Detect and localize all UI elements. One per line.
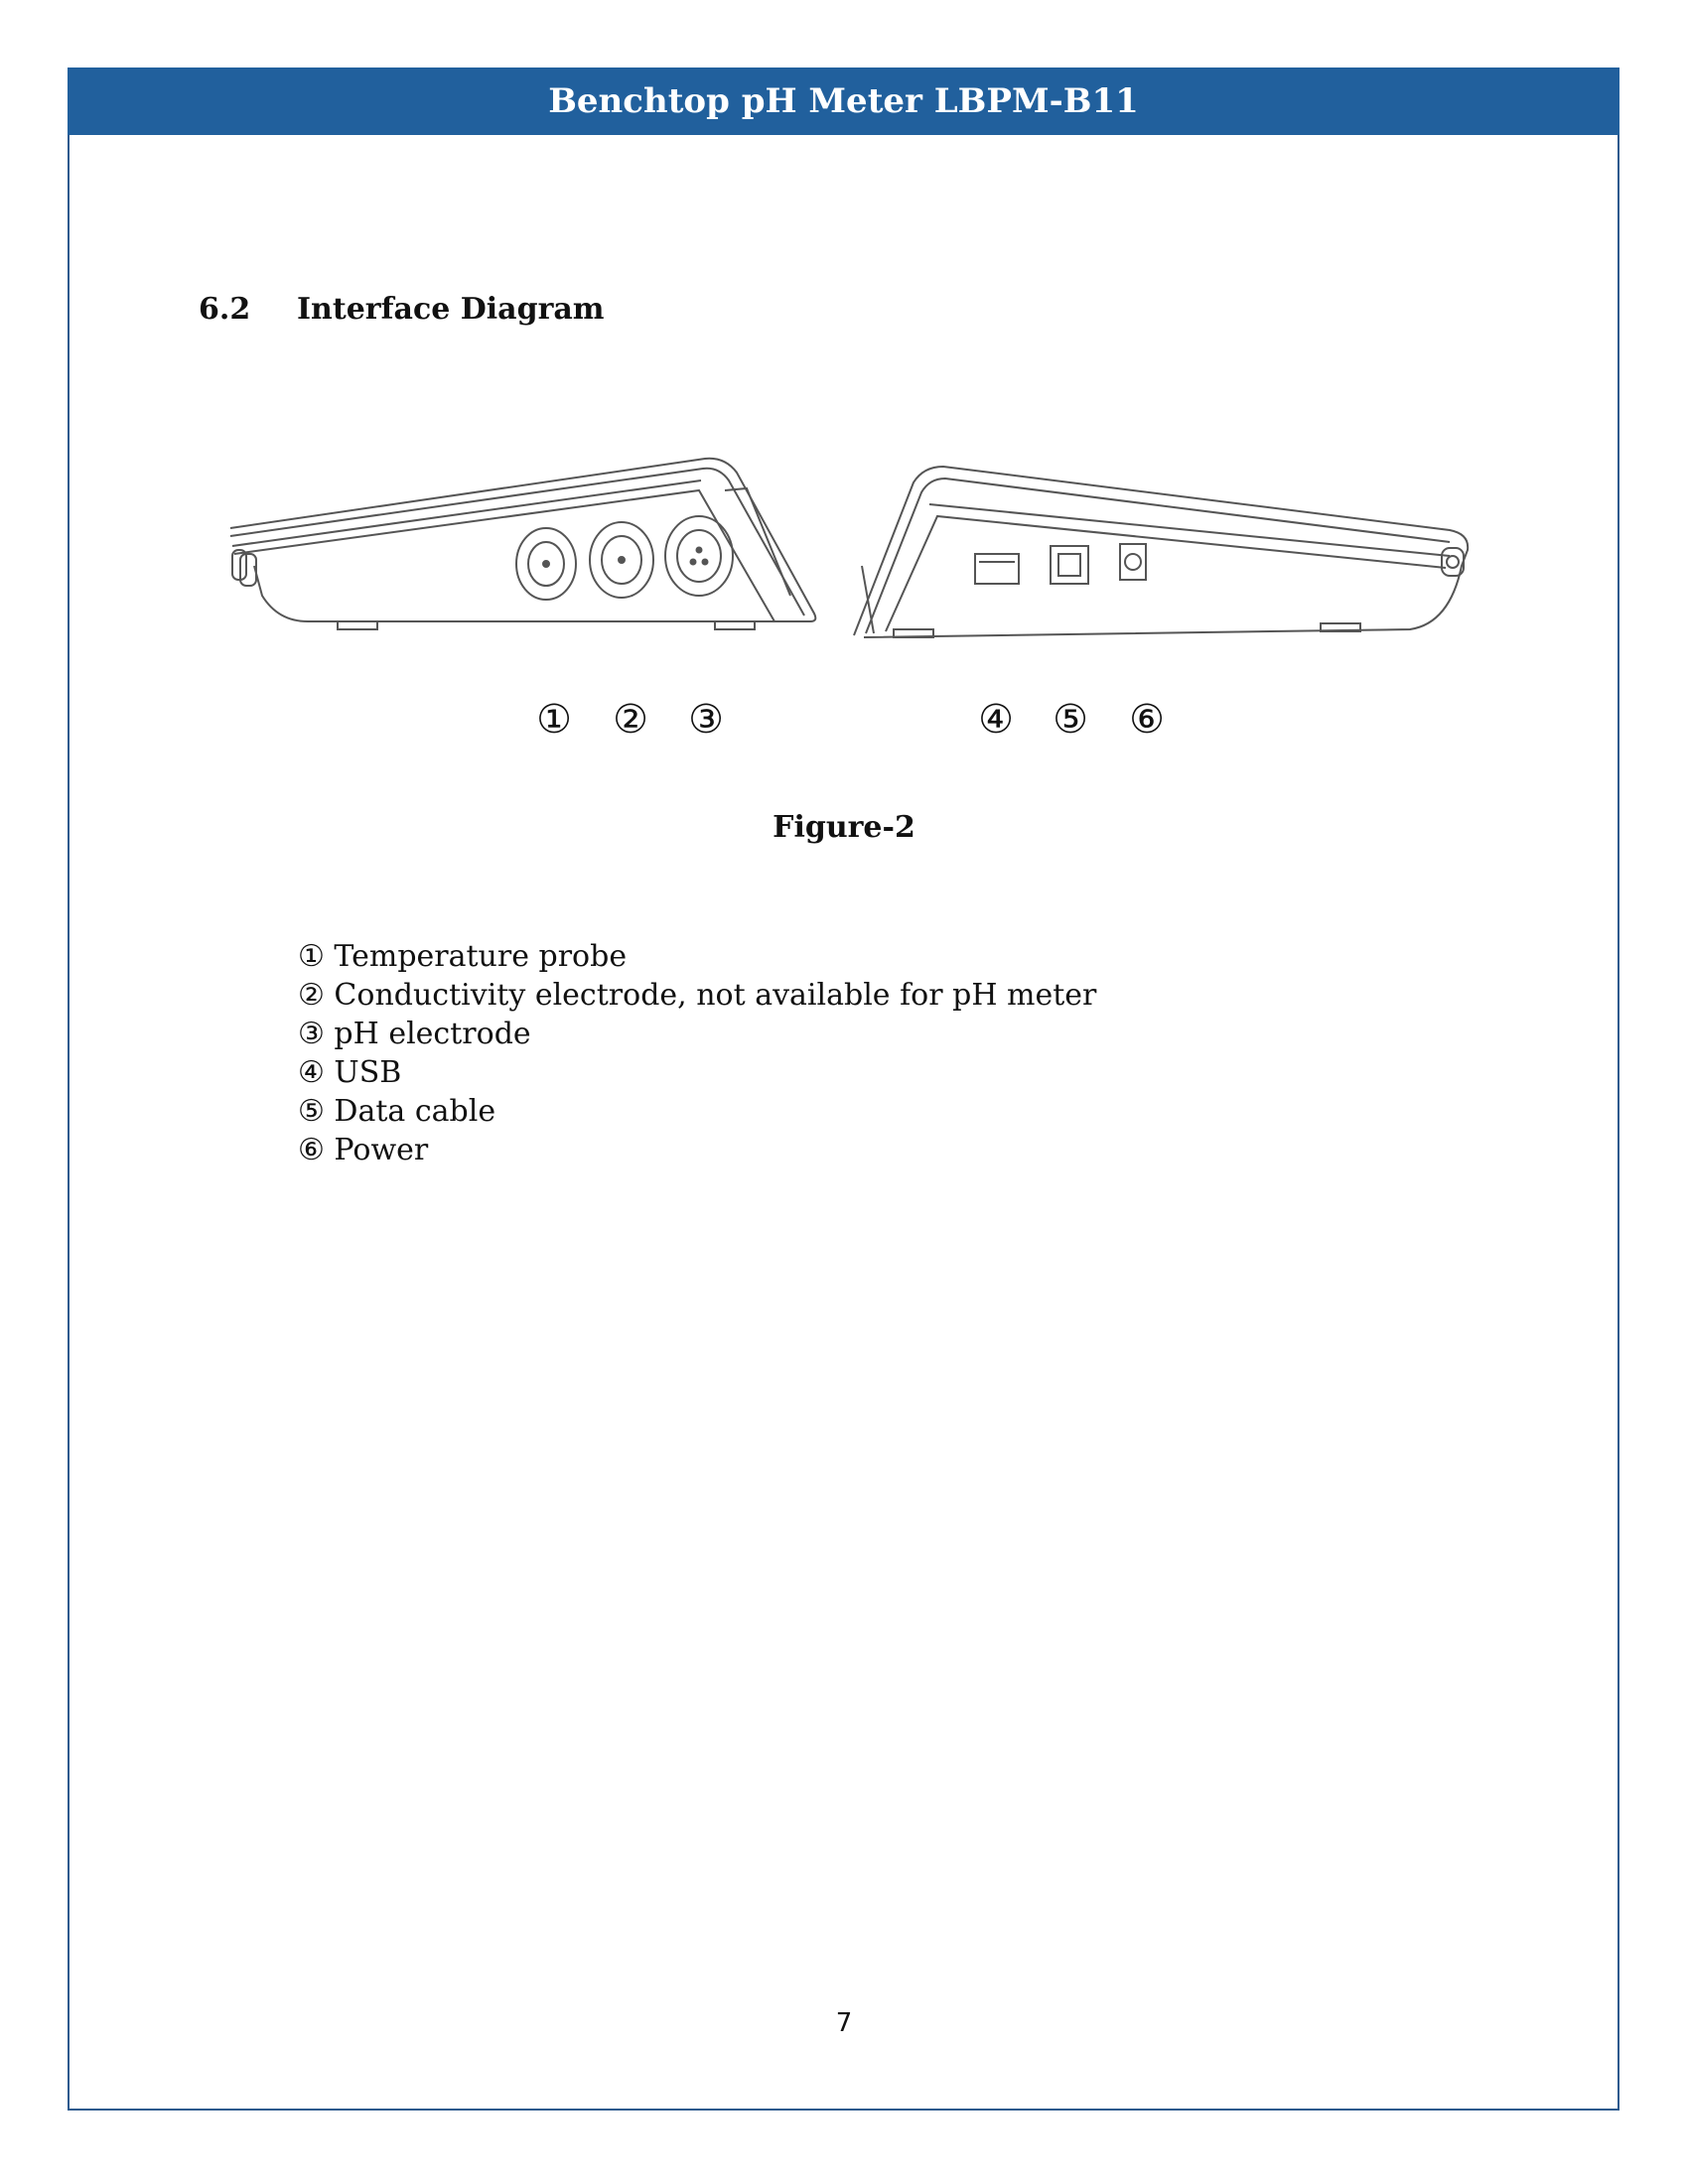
callout-2: ② — [613, 697, 648, 743]
section-number: 6.2 — [199, 292, 251, 327]
callout-5: ⑤ — [1053, 697, 1088, 743]
ph-port-icon — [665, 516, 733, 596]
callout-3: ③ — [688, 697, 724, 743]
callout-6: ⑥ — [1129, 697, 1165, 743]
document-header: Benchtop pH Meter LBPM-B11 — [68, 68, 1619, 135]
legend-item: ⑤ Data cable — [298, 1094, 496, 1129]
device-left-view — [230, 459, 815, 629]
data-cable-port-icon — [1051, 546, 1088, 584]
callout-4: ④ — [978, 697, 1014, 743]
callout-1: ① — [536, 697, 572, 743]
section-title: Interface Diagram — [297, 292, 605, 327]
page-number: 7 — [835, 2008, 853, 2038]
legend-item: ④ USB — [298, 1055, 402, 1090]
interface-diagram — [218, 447, 1489, 764]
usb-port-icon — [975, 554, 1019, 584]
legend-item: ③ pH electrode — [298, 1017, 531, 1051]
legend-list — [298, 937, 1096, 1169]
device-right-view — [854, 467, 1468, 637]
legend-item: ② Conductivity electrode, not available for pH meter — [298, 978, 1097, 1013]
figure-caption: Figure-2 — [773, 810, 915, 845]
power-port-icon — [1120, 544, 1146, 580]
legend-item: ⑥ Power — [298, 1133, 429, 1167]
legend-item: ① Temperature probe — [298, 939, 628, 974]
